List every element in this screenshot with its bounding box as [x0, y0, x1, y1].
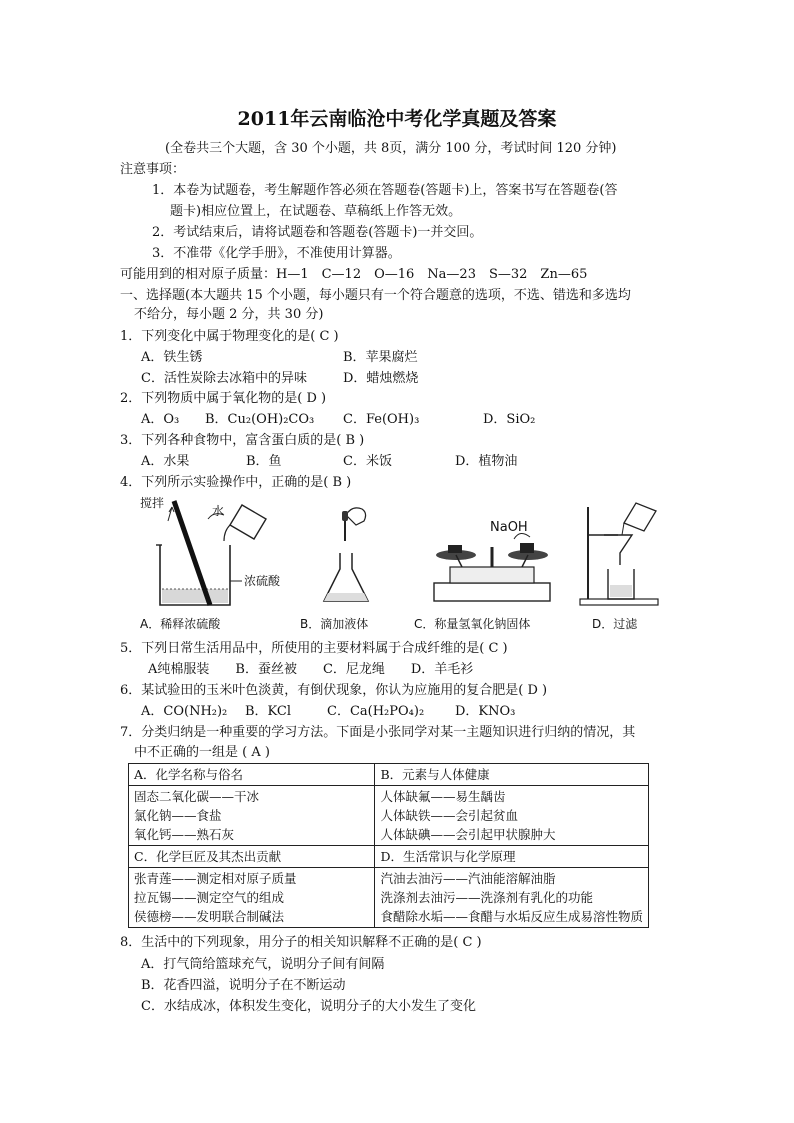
- section-1-heading-cont: 不给分，每小题 2 分，共 30 分): [134, 307, 324, 322]
- q7-b-line-1: 人体缺氟——易生龋齿: [380, 789, 506, 804]
- q2-option-b: B．Cu₂(OH)₂CO₃: [205, 412, 315, 427]
- q7-a-line-2: 氯化钠——食盐: [134, 808, 222, 823]
- balance-figure: [428, 497, 556, 609]
- q5-options: A纯棉服装 B．蚕丝被 C．尼龙绳 D．羊毛衫: [148, 662, 474, 677]
- q3-stem: 3．下列各种食物中，富含蛋白质的是( B ): [120, 433, 365, 448]
- q7-cell-d: [375, 868, 649, 928]
- q7-cell-c: [129, 868, 375, 928]
- q2-option-a: A．O₃: [141, 412, 180, 427]
- label-water: 水: [212, 504, 225, 518]
- q8-stem: 8．生活中的下列现象，用分子的相关知识解释不正确的是( C ): [120, 935, 482, 950]
- q7-a-line-3: 氧化钙——熟石灰: [134, 827, 235, 842]
- label-stir: 搅拌: [140, 496, 165, 510]
- q3-option-a: A．水果: [141, 454, 190, 469]
- q1-option-d: D．蜡烛燃烧: [343, 371, 419, 386]
- note-item-1: 1．本卷为试题卷，考生解题作答必须在答题卷(答题卡)上，答案书写在答题卷(答: [152, 183, 618, 198]
- note-item-3: 3．不准带《化学手册》，不准使用计算器。: [152, 246, 401, 261]
- q7-d-line-1: 汽油去油污——汽油能溶解油脂: [380, 871, 556, 886]
- section-1-heading: 一、选择题(本大题共 15 个小题，每小题只有一个符合题意的选项，不选、错选和多选均: [120, 288, 631, 303]
- filtration-figure: [578, 497, 662, 609]
- q8-option-b: B．花香四溢，说明分子在不断运动: [141, 978, 346, 993]
- q7-table: [128, 763, 649, 928]
- q2-stem: 2．下列物质中属于氧化物的是( D ): [120, 391, 327, 406]
- label-conc-acid: 浓硫酸: [244, 574, 281, 588]
- q7-b-line-2: 人体缺铁——会引起贫血: [380, 808, 518, 823]
- q7-d-line-2: 洗涤剂去油污——洗涤剂有乳化的功能: [380, 890, 593, 905]
- q6-option-c: C．Ca(H₂PO₄)₂: [327, 704, 425, 719]
- q7-c-line-2: 拉瓦锡——测定空气的组成: [134, 890, 285, 905]
- caption-b: B．滴加液体: [300, 617, 369, 631]
- caption-c: C．称量氢氧化钠固体: [414, 617, 531, 631]
- q8-option-c: C．水结成冰，体积发生变化，说明分子的大小发生了变化: [141, 999, 476, 1014]
- q7-head-b: B．元素与人体健康: [375, 764, 649, 786]
- q6-stem: 6．某试验田的玉米叶色淡黄，有倒伏现象，你认为应施用的复合肥是( D ): [120, 683, 548, 698]
- q1-option-b: B．苹果腐烂: [343, 350, 418, 365]
- q7-b-line-3: 人体缺碘——会引起甲状腺肿大: [380, 827, 556, 842]
- q5-stem: 5．下列日常生活用品中，所使用的主要材料属于合成纤维的是( C ): [120, 641, 508, 656]
- page-title: 2011年云南临沧中考化学真题及答案: [237, 108, 557, 130]
- q2-option-d: D．SiO₂: [483, 412, 536, 427]
- note-item-1-cont: 题卡)相应位置上，在试题卷、草稿纸上作答无效。: [170, 204, 462, 219]
- note-item-2: 2．考试结束后，请将试题卷和答题卷(答题卡)一并交回。: [152, 225, 483, 240]
- q3-option-c: C．米饭: [343, 454, 392, 469]
- q1-option-a: A．铁生锈: [141, 350, 203, 365]
- label-naoh: NaOH: [490, 520, 528, 535]
- notes-heading: 注意事项：: [120, 162, 186, 177]
- q1-option-c: C．活性炭除去冰箱中的异味: [141, 371, 307, 386]
- dropper-flask-figure: [308, 497, 388, 609]
- q7-cell-a: [129, 786, 375, 846]
- q4-figures: [138, 497, 658, 637]
- q7-c-line-1: 张青莲——测定相对原子质量: [134, 871, 297, 886]
- q7-a-line-1: 固态二氧化碳——干冰: [134, 789, 260, 804]
- q7-d-line-3: 食醋除水垢——食醋与水垢反应生成易溶性物质: [380, 909, 643, 924]
- q7-head-a: A．化学名称与俗名: [129, 764, 375, 786]
- q7-head-c: C．化学巨匠及其杰出贡献: [129, 846, 375, 868]
- exam-subtitle: (全卷共三个大题，含 30 个小题，共 8页，满分 100 分，考试时间 120 分钟): [165, 141, 617, 156]
- q3-option-d: D．植物油: [455, 454, 518, 469]
- q6-option-b: B．KCl: [245, 704, 292, 719]
- q7-stem-cont: 中不正确的一组是 ( A ): [134, 745, 270, 760]
- q8-option-a: A．打气筒给篮球充气，说明分子间有间隔: [141, 957, 385, 972]
- q7-head-d: D．生活常识与化学原理: [375, 846, 649, 868]
- q7-c-line-3: 侯德榜——发明联合制碱法: [134, 909, 285, 924]
- q7-cell-b: [375, 786, 649, 846]
- beaker-dilution-figure: [138, 497, 281, 609]
- caption-a: A．稀释浓硫酸: [140, 617, 221, 631]
- q4-stem: 4．下列所示实验操作中，正确的是( B ): [120, 475, 352, 490]
- q2-option-c: C．Fe(OH)₃: [343, 412, 420, 427]
- q1-stem: 1．下列变化中属于物理变化的是( C ): [120, 329, 339, 344]
- atomic-masses: 可能用到的相对原子质量：H—1 C—12 O—16 Na—23 S—32 Zn—65: [120, 267, 588, 282]
- q6-option-d: D．KNO₃: [455, 704, 516, 719]
- q3-option-b: B．鱼: [246, 454, 282, 469]
- caption-d: D．过滤: [592, 617, 638, 631]
- q6-option-a: A．CO(NH₂)₂: [141, 704, 228, 719]
- q7-stem: 7．分类归纳是一种重要的学习方法。下面是小张同学对某一主题知识进行归纳的情况，其: [120, 725, 636, 740]
